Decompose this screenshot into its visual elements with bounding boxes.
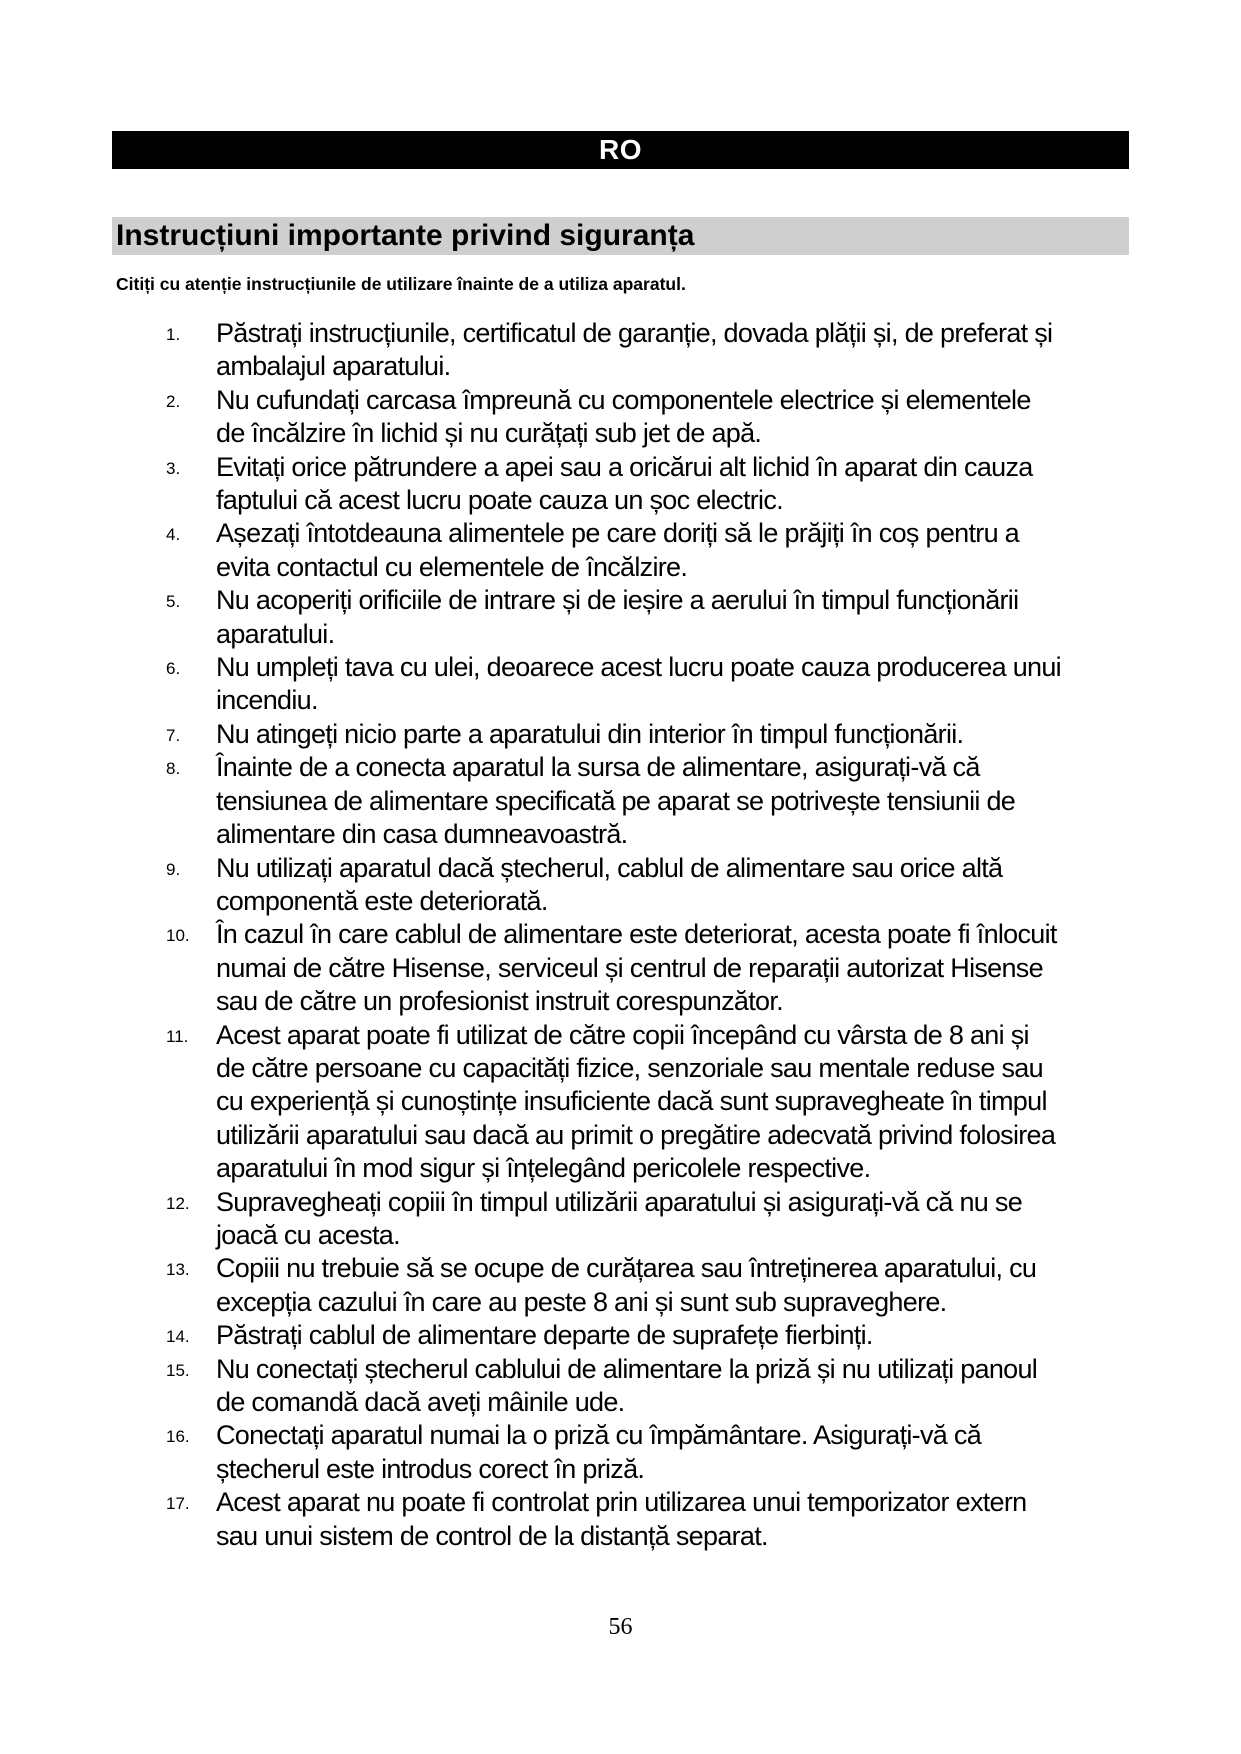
instruction-number: 5. bbox=[166, 592, 181, 612]
instruction-item bbox=[150, 1252, 1140, 1319]
instruction-item bbox=[150, 517, 1140, 584]
instruction-line: Conectați aparatul numai la o priză cu împământare. Asigurați-vă că bbox=[216, 1420, 982, 1451]
instruction-number: 16. bbox=[166, 1427, 190, 1447]
instruction-item bbox=[150, 584, 1140, 651]
instruction-item bbox=[150, 384, 1140, 451]
instruction-number: 13. bbox=[166, 1260, 190, 1280]
instruction-line: Acest aparat nu poate fi controlat prin utilizarea unui temporizator extern bbox=[216, 1487, 1027, 1518]
instruction-line: Supravegheați copiii în timpul utilizării aparatului și asigurați-vă că nu se bbox=[216, 1186, 1023, 1217]
instruction-line: componentă este deteriorată. bbox=[216, 885, 548, 916]
instruction-number: 15. bbox=[166, 1360, 190, 1380]
instruction-line: sau de către un profesionist instruit corespunzător. bbox=[216, 986, 783, 1017]
instruction-item bbox=[150, 651, 1140, 718]
instruction-line: utilizării aparatului sau dacă au primit o pregătire adecvată privind folosirea bbox=[216, 1119, 1056, 1150]
instruction-item bbox=[150, 1186, 1140, 1253]
instruction-number: 14. bbox=[166, 1327, 190, 1347]
instruction-item bbox=[150, 317, 1140, 384]
instruction-line: aparatului. bbox=[216, 618, 335, 649]
instruction-line: de încălzire în lichid și nu curățați sub jet de apă. bbox=[216, 418, 762, 449]
instruction-number: 11. bbox=[166, 1026, 189, 1046]
instruction-item bbox=[150, 451, 1140, 518]
instruction-line: Nu utilizați aparatul dacă ștecherul, cablul de alimentare sau orice altă bbox=[216, 852, 1003, 883]
instruction-number: 8. bbox=[166, 759, 181, 779]
instruction-line: Acest aparat poate fi utilizat de către copii începând cu vârsta de 8 ani și bbox=[216, 1019, 1029, 1050]
instruction-line: Păstrați instrucțiunile, certificatul de garanție, dovada plății și, de preferat și bbox=[216, 318, 1053, 348]
section-title: Instrucțiuni importante privind siguranța bbox=[116, 219, 695, 252]
instruction-number: 1. bbox=[166, 325, 181, 344]
instruction-line: Evitați orice pătrundere a apei sau a oricărui alt lichid în aparat din cauza bbox=[216, 451, 1033, 482]
language-code: RO bbox=[599, 134, 642, 165]
instruction-number: 7. bbox=[166, 725, 181, 745]
instruction-item bbox=[150, 852, 1140, 919]
instruction-line: Nu acoperiți orificiile de intrare și de ieșire a aerului în timpul funcționării bbox=[216, 585, 1019, 616]
instruction-list bbox=[150, 317, 1140, 1553]
instruction-line: Nu conectați ștecherul cablului de alimentare la priză și nu utilizați panoul bbox=[216, 1353, 1038, 1384]
instruction-item bbox=[150, 1019, 1140, 1186]
instruction-number: 4. bbox=[166, 525, 181, 545]
page-number: 56 bbox=[608, 1614, 633, 1640]
instruction-item bbox=[150, 1486, 1140, 1553]
instruction-line: Păstrați cablul de alimentare departe de suprafețe fierbinți. bbox=[216, 1320, 873, 1351]
instruction-item bbox=[150, 1353, 1140, 1420]
instruction-line: aparatului în mod sigur și înțelegând pericolele respective. bbox=[216, 1153, 871, 1184]
instruction-item bbox=[150, 1319, 1140, 1352]
instruction-number: 10. bbox=[166, 926, 190, 946]
instruction-line: numai de către Hisense, serviceul și centrul de reparații autorizat Hisense bbox=[216, 952, 1043, 983]
instruction-line: faptului că acest lucru poate cauza un șoc electric. bbox=[216, 485, 783, 516]
instruction-item bbox=[150, 1419, 1140, 1486]
intro-text: Citiți cu atenție instrucțiunile de utilizare înainte de a utiliza aparatul. bbox=[116, 274, 686, 294]
instruction-number: 6. bbox=[166, 659, 181, 679]
instruction-line: joacă cu acesta. bbox=[216, 1219, 400, 1250]
instruction-line: Înainte de a conecta aparatul la sursa de alimentare, asigurați-vă că bbox=[216, 752, 980, 783]
instruction-number: 12. bbox=[166, 1193, 190, 1213]
instruction-line: incendiu. bbox=[216, 685, 318, 716]
instruction-item bbox=[150, 751, 1140, 851]
instruction-number: 2. bbox=[166, 391, 181, 411]
instruction-line: tensiunea de alimentare specificată pe aparat se potrivește tensiunii de bbox=[216, 785, 1016, 816]
instruction-item bbox=[150, 918, 1140, 1018]
instruction-number: 17. bbox=[166, 1494, 190, 1514]
instruction-line: Nu umpleți tava cu ulei, deoarece acest lucru poate cauza producerea unui bbox=[216, 652, 1061, 683]
instruction-line: excepția cazului în care au peste 8 ani și sunt sub supraveghere. bbox=[216, 1286, 947, 1317]
instruction-line: Nu cufundați carcasa împreună cu componentele electrice și elementele bbox=[216, 384, 1031, 415]
instruction-number: 9. bbox=[166, 859, 181, 879]
instruction-line: de comandă dacă aveți mâinile ude. bbox=[216, 1387, 625, 1417]
instruction-line: Așezați întotdeauna alimentele pe care doriți să le prăjiți în coș pentru a bbox=[216, 518, 1019, 549]
instruction-item bbox=[150, 718, 1140, 751]
instruction-line: cu experiență și cunoștințe insuficiente dacă sunt supravegheate în timpul bbox=[216, 1086, 1047, 1117]
instruction-line: sau unui sistem de control de la distanță separat. bbox=[216, 1520, 768, 1551]
instruction-line: Copiii nu trebuie să se ocupe de curățarea sau întreținerea aparatului, cu bbox=[216, 1253, 1037, 1284]
instruction-line: evita contactul cu elementele de încălzire. bbox=[216, 551, 688, 582]
instruction-line: ștecherul este introdus corect în priză. bbox=[216, 1453, 645, 1484]
instruction-line: ambalajul aparatului. bbox=[216, 351, 451, 382]
instruction-line: Nu atingeți nicio parte a aparatului din interior în timpul funcționării. bbox=[216, 718, 964, 749]
instruction-line: de către persoane cu capacități fizice, senzoriale sau mentale reduse sau bbox=[216, 1052, 1043, 1083]
instruction-number: 3. bbox=[166, 458, 181, 478]
instruction-line: alimentare din casa dumneavoastră. bbox=[216, 819, 628, 850]
language-bar bbox=[112, 131, 1129, 169]
instruction-line: În cazul în care cablul de alimentare este deteriorat, acesta poate fi înlocuit bbox=[216, 919, 1057, 950]
section-title-bar bbox=[112, 217, 1129, 255]
